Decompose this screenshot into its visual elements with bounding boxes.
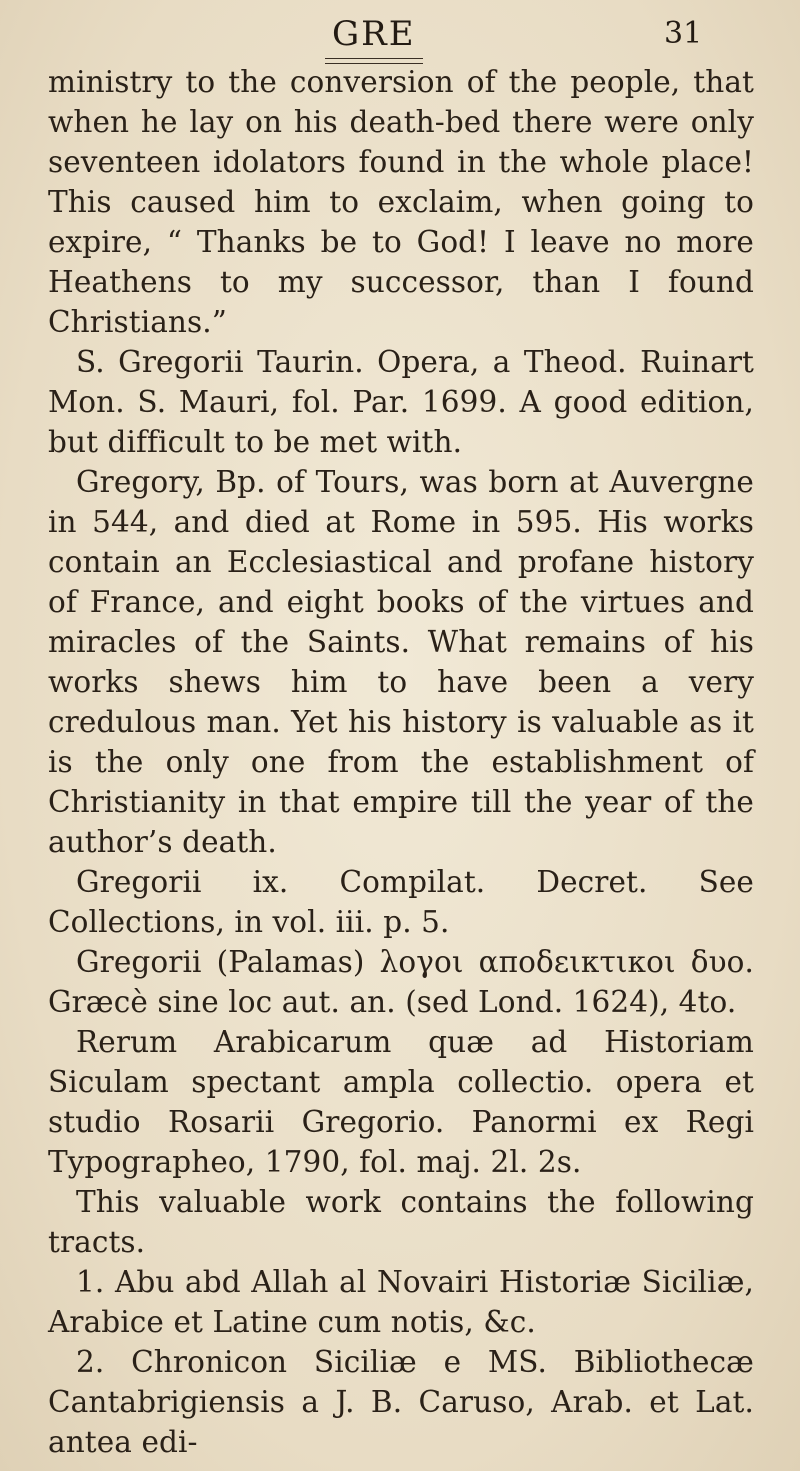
page-number: 31: [664, 16, 703, 51]
paragraph-gregorii-palamas: Gregorii (Palamas) λογοι αποδεικτικοι δυο. Græcè sine loc aut. an. (sed Lond. 1624), 4to.: [48, 945, 754, 1019]
paragraph-ministry: ministry to the conversion of the people, that when he lay on his death-bed there were only seventeen idolators found in the whole place! This caused him to exclaim, when going to expire, “ Thanks be to God! I leave no more Heathens to my successor, than I found Christians.”: [48, 65, 754, 339]
paragraph-rerum-arabicarum: Rerum Arabicarum quæ ad Historiam Siculam spectant ampla collectio. opera et studio Rosarii Gregorio. Panormi ex Regi Typographeo, 1790, fol. maj. 2l. 2s.: [48, 1025, 754, 1179]
paragraph-gregorii-ix: Gregorii ix. Compilat. Decret. See Collections, in vol. iii. p. 5.: [48, 865, 754, 939]
list-item-chronicon: 2. Chronicon Siciliæ e MS. Bibliothecæ Cantabrigiensis a J. B. Caruso, Arab. et Lat. antea edi-: [48, 1345, 754, 1459]
paragraph-gregorii-taurin: S. Gregorii Taurin. Opera, a Theod. Ruinart Mon. S. Mauri, fol. Par. 1699. A good edition, but difficult to be met with.: [48, 345, 754, 459]
body-text: [48, 62, 754, 1462]
running-head: [0, 14, 800, 54]
running-head-title: GRE: [332, 14, 416, 54]
paragraph-valuable-work: This valuable work contains the following tracts.: [48, 1185, 754, 1259]
list-item-novairi: 1. Abu abd Allah al Novairi Historiæ Siciliæ, Arabice et Latine cum notis, &c.: [48, 1265, 754, 1339]
paragraph-gregory-tours: Gregory, Bp. of Tours, was born at Auvergne in 544, and died at Rome in 595. His works contain an Ecclesiastical and profane history of France, and eight books of the virtues and miracles of the Saints. What remains of his works shews him to have been a very credulous man. Yet his history is valuable as it is the only one from the establishment of Christianity in that empire till the year of the author’s death.: [48, 465, 754, 859]
